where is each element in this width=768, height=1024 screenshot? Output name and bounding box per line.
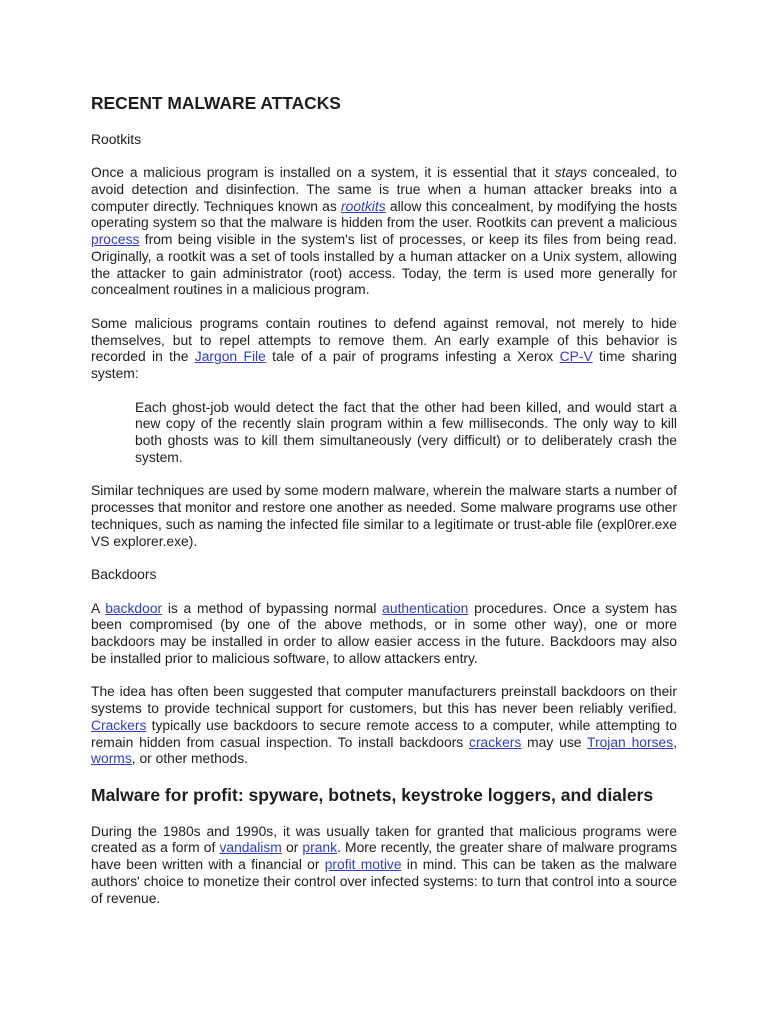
block-quote: Each ghost-job would detect the fact that the other had been killed, and would start a new copy of the recently slain program within a few milliseconds. The only way to kill both ghosts was to kill them simultaneously (very difficult) or to deliberately crash the system. xyxy=(135,398,677,465)
paragraph-text: , or other methods. xyxy=(131,750,248,767)
paragraph-text: allow this concealment, by modifying the hosts operating system so that the malware is hidden from the user. Rootkits can prevent a malicious xyxy=(91,197,678,231)
paragraph xyxy=(91,315,677,382)
paragraph-text: is a method of bypassing normal xyxy=(162,599,383,616)
paragraph xyxy=(91,823,677,907)
paragraph xyxy=(91,600,677,667)
paragraph-text: or xyxy=(281,839,303,856)
paragraph-text: typically use backdoors to secure remote access to a computer, while attempting to remain hidden from casual inspection. To install backdoors xyxy=(91,716,677,750)
paragraph-text: procedures. Once a system has been compromised (by one of the above methods, or in some other way), one or more backdoors may be installed in order to allow easier access in the future. Backdoors may also be installed prior to malicious software, to allow attackers entry. xyxy=(91,599,677,666)
paragraph-text: The idea has often been suggested that computer manufacturers preinstall backdoors on their systems to provide technical support for customers, but this has never been reliably verified. xyxy=(91,683,677,717)
link-jargon-file[interactable]: Jargon File xyxy=(194,348,266,365)
paragraph-text: Some malicious programs contain routines to defend against removal, not merely to hide themselves, but to repel attempts to remove them. An early example of this behavior is recorded in the xyxy=(91,314,677,365)
paragraph-text: During the 1980s and 1990s, it was usually taken for granted that malicious programs were created as a form of xyxy=(91,822,677,856)
link-crackers[interactable]: Crackers xyxy=(91,716,147,733)
link-process[interactable]: process xyxy=(91,231,140,248)
paragraph-text: Once a malicious program is installed on a system, it is essential that it xyxy=(91,164,555,181)
paragraph-text: , xyxy=(673,733,677,750)
paragraph-text: in mind. This can be taken as the malware authors' choice to monetize their control over infected systems: to turn that control into a source of revenue. xyxy=(91,856,677,906)
paragraph-text: concealed, to avoid detection and disinfection. The same is true when a human attacker breaks into a computer directly. Techniques known as xyxy=(91,164,678,214)
document-page xyxy=(91,93,677,923)
link-authentication[interactable]: authentication xyxy=(382,599,469,616)
paragraph xyxy=(91,164,677,298)
link-vandalism[interactable]: vandalism xyxy=(219,839,282,856)
link-trojan-horses[interactable]: Trojan horses xyxy=(587,733,674,750)
section-heading-malware-for-profit: Malware for profit: spyware, botnets, keystroke loggers, and dialers xyxy=(91,784,654,805)
paragraph-text: may use xyxy=(521,733,588,750)
link-rootkits[interactable]: rootkits xyxy=(341,197,386,214)
paragraph-text: tale of a pair of programs infesting a Xerox xyxy=(265,348,560,365)
link-worms[interactable]: worms xyxy=(91,750,132,767)
link-profit-motive[interactable]: profit motive xyxy=(324,856,402,873)
link-crackers-2[interactable]: crackers xyxy=(469,733,522,750)
paragraph-text: from being visible in the system's list of processes, or keep its files from being read. Originally, a rootkit was a set of tools installed by a human attacker on a Unix system, allowing the attacker to gain administrator (root) access. Today, the term is used more generally for concealment routines in a malicious program. xyxy=(91,231,677,298)
page-title: RECENT MALWARE ATTACKS xyxy=(91,93,341,113)
emphasis-stays: stays xyxy=(554,164,587,181)
paragraph: Similar techniques are used by some modern malware, wherein the malware starts a number of processes that monitor and restore one another as needed. Some malware programs use other techniques, such as naming the infected file similar to a legitimate or trust-able file (expl0rer.exe VS explorer.exe). xyxy=(91,482,677,549)
link-prank[interactable]: prank xyxy=(302,839,338,856)
section-heading-rootkits: Rootkits xyxy=(91,130,142,147)
paragraph xyxy=(91,683,677,767)
paragraph-text: time sharing system: xyxy=(91,348,677,382)
section-heading-backdoors: Backdoors xyxy=(91,566,157,583)
link-cp-v[interactable]: CP-V xyxy=(559,348,593,365)
paragraph-text: . More recently, the greater share of malware programs have been written with a financial or xyxy=(91,839,677,873)
link-backdoor[interactable]: backdoor xyxy=(105,599,163,616)
paragraph-text: A xyxy=(91,599,106,616)
